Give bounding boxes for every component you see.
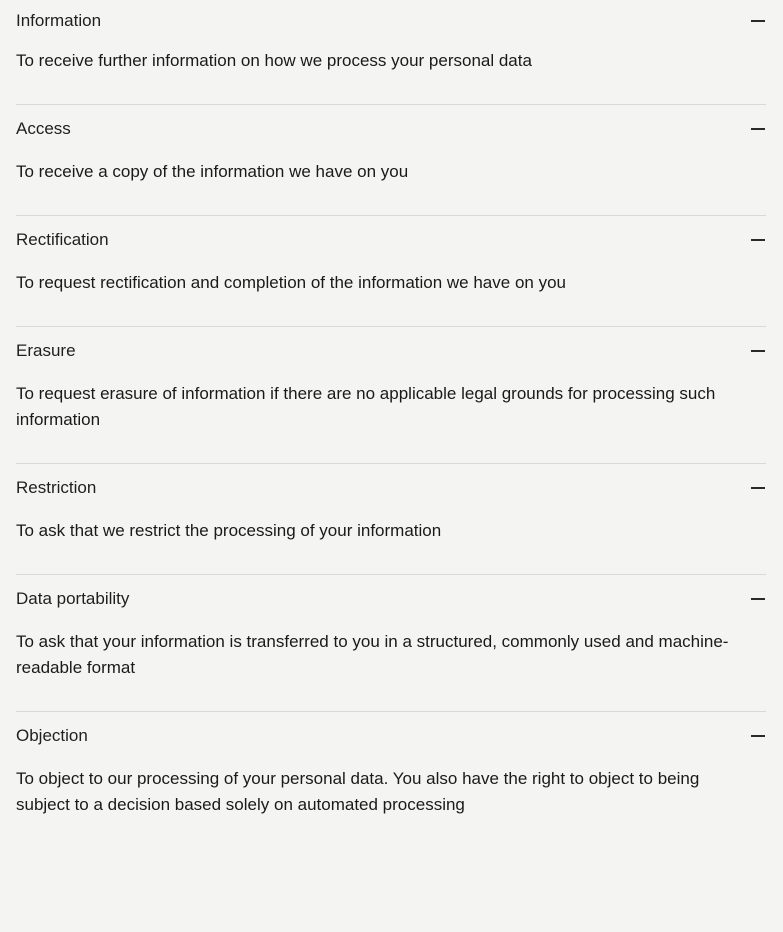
minus-icon[interactable] xyxy=(750,121,766,137)
accordion-header-objection[interactable] xyxy=(16,712,766,760)
accordion-title: Objection xyxy=(16,726,88,745)
minus-icon[interactable] xyxy=(750,232,766,248)
accordion-body: To object to our processing of your personal data. You also have the right to object to being subject to a decision based solely on automated processing xyxy=(16,769,700,814)
accordion-header-access[interactable] xyxy=(16,105,766,153)
minus-icon[interactable] xyxy=(750,728,766,744)
accordion-header-information[interactable] xyxy=(16,0,766,42)
accordion-item-restriction xyxy=(16,464,766,575)
accordion-title: Rectification xyxy=(16,230,109,249)
accordion-item-objection xyxy=(16,712,766,848)
minus-icon[interactable] xyxy=(750,13,766,29)
accordion-item-access xyxy=(16,105,766,216)
accordion-header-rectification[interactable] xyxy=(16,216,766,264)
accordion-title: Data portability xyxy=(16,589,130,608)
accordion-header-erasure[interactable] xyxy=(16,327,766,375)
accordion-header-data-portability[interactable] xyxy=(16,575,766,623)
accordion-item-data-portability xyxy=(16,575,766,712)
minus-icon[interactable] xyxy=(750,480,766,496)
accordion-body: To ask that your information is transferred to you in a structured, commonly used and machine-readable format xyxy=(16,632,729,677)
accordion-body: To request rectification and completion of the information we have on you xyxy=(16,273,566,292)
accordion-title: Access xyxy=(16,119,71,138)
accordion-title: Erasure xyxy=(16,341,76,360)
minus-icon[interactable] xyxy=(750,343,766,359)
accordion-body: To receive a copy of the information we have on you xyxy=(16,162,409,181)
accordion-item-information xyxy=(16,0,766,105)
accordion-title: Information xyxy=(16,11,102,30)
accordion-item-erasure xyxy=(16,327,766,464)
accordion-title: Restriction xyxy=(16,478,97,497)
accordion-body: To request erasure of information if there are no applicable legal grounds for processing such information xyxy=(16,384,716,429)
accordion-header-restriction[interactable] xyxy=(16,464,766,512)
accordion-body: To receive further information on how we process your personal data xyxy=(16,51,532,70)
accordion-item-rectification xyxy=(16,216,766,327)
accordion-body: To ask that we restrict the processing of your information xyxy=(16,521,442,540)
minus-icon[interactable] xyxy=(750,591,766,607)
